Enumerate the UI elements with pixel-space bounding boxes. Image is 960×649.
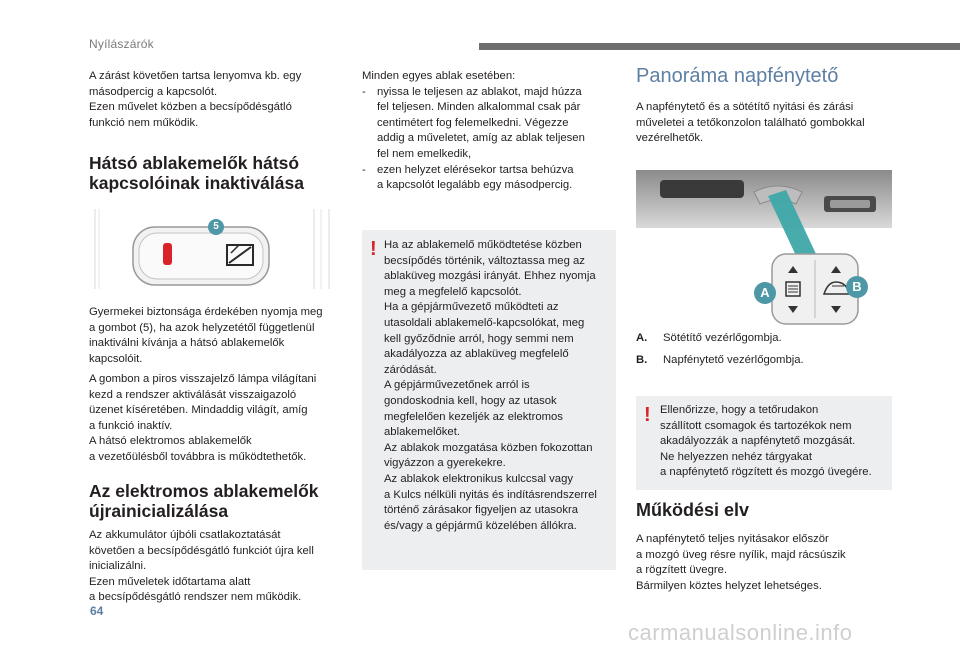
text-line: inaktiválni kívánja a hátsó ablakemelők [89,337,285,350]
text-line: centimétert fog felemelkedni. Végezze [377,116,569,129]
warning-icon: ! [370,238,377,260]
text-line: A napfénytető teljes nyitásakor először [636,533,829,545]
text-line: kapcsolóit. [89,352,143,365]
heading-line: újrainicializálása [89,501,229,521]
text-line: A gombon a piros visszajelző lámpa világítani [89,373,317,385]
legend-key: B. [636,353,648,366]
text-line: és/vagy a gépjármű közelében állókra. [384,519,577,532]
text-line: gondoskodnia kell, hogy az utasok [384,394,557,407]
text-line: Ha az ablakemelő működtetése közben [384,239,582,251]
text-line: a rögzített üvegre. [636,564,728,577]
col1-para2 [89,372,359,466]
text-line: Az akkumulátor újbóli csatlakoztatását [89,529,281,541]
legend-text: Napfénytető vezérlőgombja. [663,353,804,366]
text-line: a vezetőülésből továbbra is működtethetők. [89,450,307,463]
instruction-list [362,85,617,194]
text-line: a kapcsolót legalább egy másodpercig. [377,179,573,192]
text-line: Az ablakok elektronikus kulccsal vagy [384,472,573,485]
callout-badge-a: A [754,282,776,304]
warning-box-sunroof [636,396,892,490]
page-number: 64 [90,604,104,618]
text-line: Ne helyezzen nehéz tárgyakat [660,450,812,463]
text-line: inicializálni. [89,560,147,573]
text-line: A hátsó elektromos ablakemelők [89,435,252,448]
text-line: a gombot (5), ha azok helyzetétől függetlenül [89,321,315,334]
text-line: vigyázzon a gyerekekre. [384,457,506,470]
text-line: A gépjárművezetőnek arról is [384,379,530,392]
text-line: Bármilyen köztes helyzet lehetséges. [636,579,822,592]
col1-intro [89,69,359,131]
rear-window-lock-image [89,205,339,293]
text-line: műveletei a tetőkonzolon található gombokkal [636,116,865,129]
header-bar [479,43,960,50]
heading: Panoráma napfénytető [636,65,839,87]
col1-para1 [89,305,359,367]
text-line: akadályozza az ablaküveg megfelelő [384,348,569,361]
text-line: vezérelhetők. [636,132,704,145]
heading: Működési elv [636,500,750,520]
text-line: a becsípődésgátló rendszer nem működik. [89,591,302,604]
text-line: Gyermekei biztonsága érdekében nyomja meg [89,306,323,318]
text-line: másodpercig a kapcsolót. [89,85,218,98]
warning-box-windows [362,230,616,570]
warning-text [384,238,616,534]
text-line: becsípődés történik, változtassa meg az [384,254,585,267]
text-line: Minden egyes ablak esetében: [362,70,516,82]
text-line: a napfénytető rögzített és mozgó üvegére. [660,466,872,479]
col2-instructions [362,69,617,194]
text-line: ablakemelőket. [384,426,460,439]
legend-key: A. [636,332,648,344]
text-line: szállított csomagok és tartozékok nem [660,419,852,432]
callout-badge-b: B [846,276,868,298]
text-line: funkció nem működik. [89,116,199,129]
heading-line: kapcsolóinak inaktiválása [89,173,304,193]
section-header: Nyílászárók [89,37,154,51]
text-line: kell győződnie arról, hogy semmi nem [384,332,574,345]
text-line: Ezen műveletek időtartama alatt [89,575,251,588]
text-line: Ezen művelet közben a becsípődésgátló [89,101,292,114]
heading-line: Hátsó ablakemelők hátsó [89,153,300,173]
heading-line: Az elektromos ablakemelők [89,481,319,501]
sunroof-console-illustration [636,170,892,330]
text-line: addig a műveletet, amíg az ablak teljesen [377,132,585,145]
col3-para [636,532,896,594]
text-line: a mozgó üveg résre nyílik, majd rácsúszik [636,548,846,561]
warning-icon: ! [644,404,651,426]
text-line: kezd a rendszer aktiválását visszaigazoló [89,388,297,401]
text-line: Ha a gépjárművezető működteti az [384,301,559,314]
text-line: Az ablakok mozgatása közben fokozottan [384,441,593,454]
list-item [362,85,617,163]
list-item [362,163,617,194]
text-line: A zárást követően tartsa lenyomva kb. egy [89,70,302,82]
text-line: fel nem emelkedik, [377,147,472,160]
principle-title [636,500,896,520]
section1-title [89,153,369,193]
text-line: üzenet kíséretében. Mindaddig világít, amíg [89,404,308,417]
text-line: a funkció inaktív. [89,419,173,432]
text-line: utasoldali ablakemelő-kapcsolókat, meg [384,316,585,329]
sunroof-console-image [636,170,892,330]
text-line: A napfénytető és a sötétítő nyitási és zárási [636,101,854,113]
text-line: záródását. [384,363,437,376]
callout-badge-5: 5 [208,219,224,235]
legend [636,331,896,368]
watermark: carmanualsonline.info [628,620,853,645]
legend-item-b [636,353,896,369]
text-line: - ezen helyzet elérésekor tartsa behúzva [377,163,574,176]
col3-intro [636,100,896,147]
section2-title [89,481,369,521]
warning-text [660,403,892,481]
text-line: követően a becsípődésgátló funkciót újra kell [89,544,314,557]
text-line: meg a megfelelő kapcsolót. [384,285,522,298]
text-line: - nyissa le teljesen az ablakot, majd húzza [377,85,582,98]
legend-item-a [636,331,896,347]
text-line: Ellenőrizze, hogy a tetőrudakon [660,404,819,416]
text-line: ablaküveg mozgási irányát. Ehhez nyomja [384,270,596,283]
col1-para3 [89,528,359,606]
text-line: akadályozzák a napfénytető mozgását. [660,435,856,448]
sunroof-title [636,64,926,88]
text-line: történő zárásakor figyeljen az utasokra [384,504,579,517]
text-line: fel teljesen. Minden alkalommal csak pár [377,101,581,114]
legend-text: Sötétítő vezérlőgombja. [663,332,782,344]
text-line: megfelelően kezeljék az elektromos [384,410,563,423]
text-line: a Kulcs nélküli nyitás és indításrendszerrel [384,488,597,501]
